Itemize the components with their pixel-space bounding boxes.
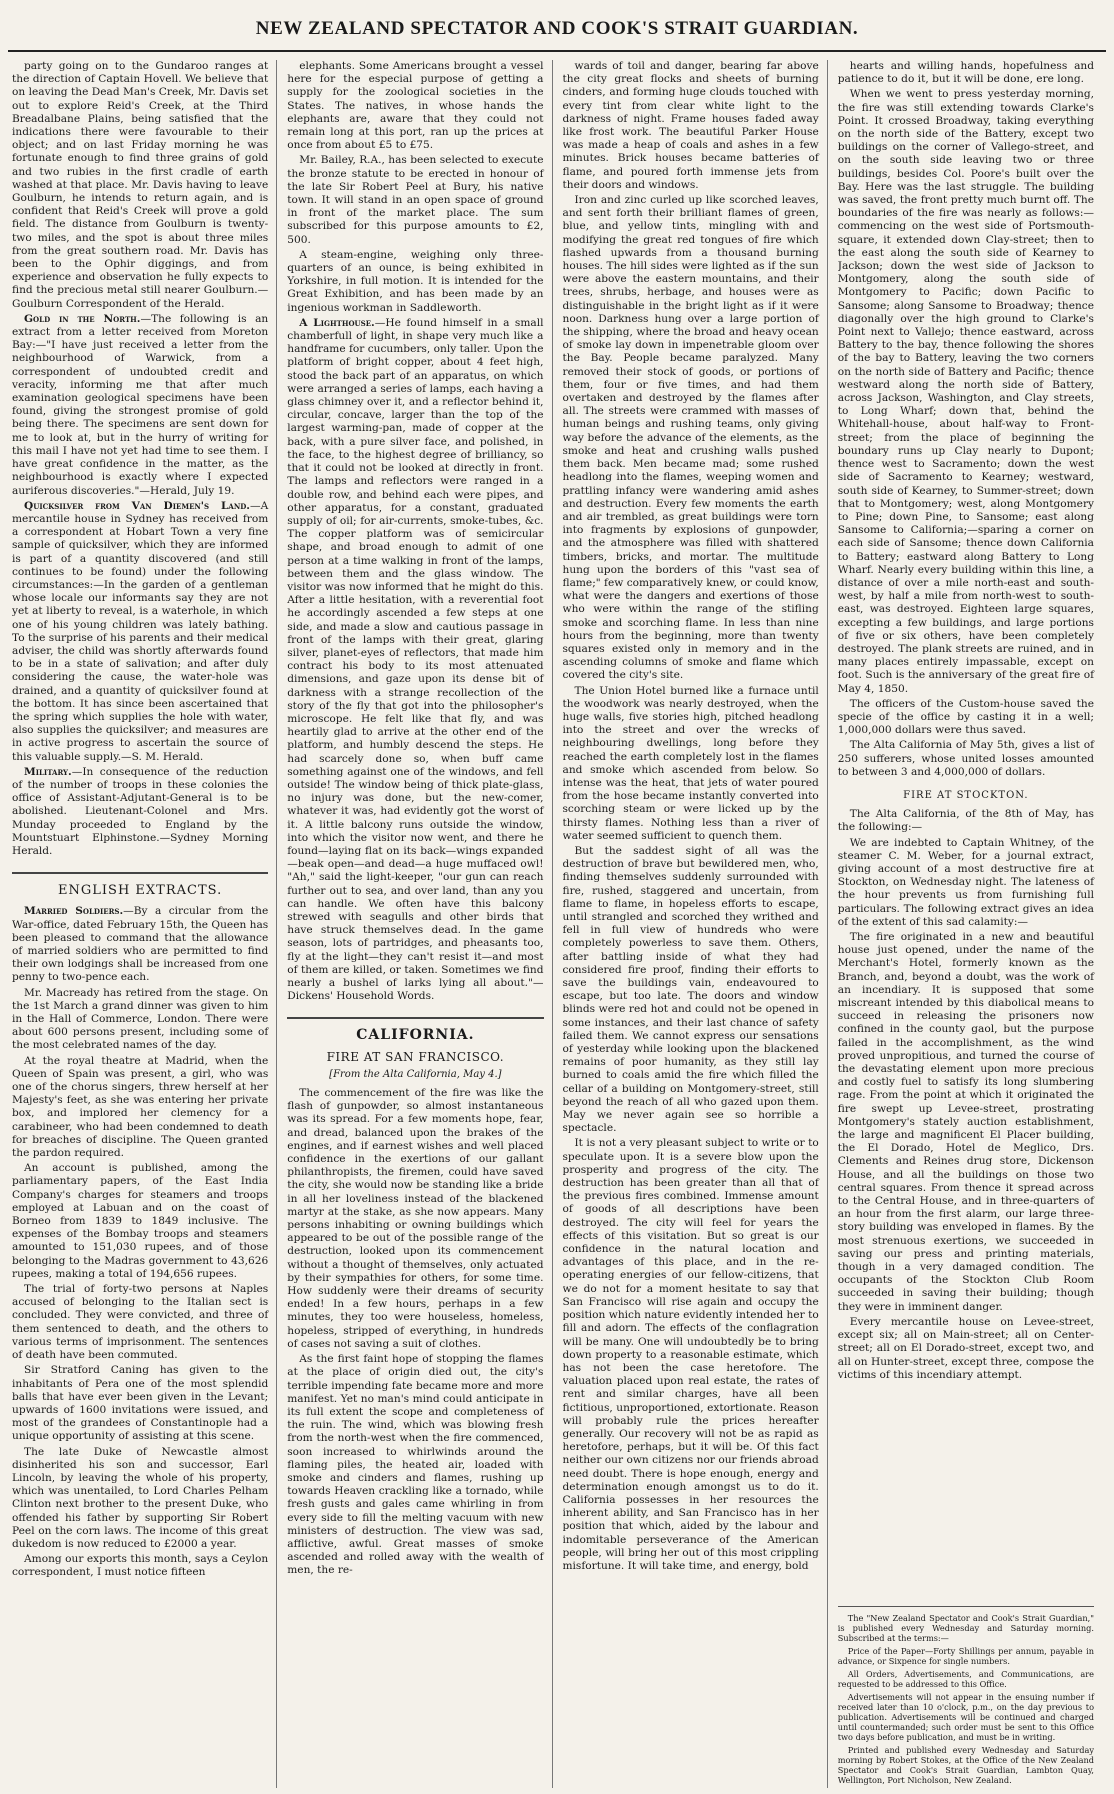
colophon-line: Advertisements will not appear in the ensuing number if received later than 10 o'clock, p.m., on the day previous to publication. Advertisements will be continued and charged until countermanded; such order must be sent to this Office two days before publication, and must be in writing.	[837, 1692, 1094, 1742]
article-paragraph: Sir Stratford Caning has given to the inhabitants of Pera one of the most splendid balls that have ever been given in the Levant; upwards of 1600 invitations were issued, and most of the grandees of Constantinople had a unique opportunity of assisting at this scene.	[12, 1364, 269, 1443]
article-paragraph: The late Duke of Newcastle almost disinherited his son and successor, Earl Lincoln, by leaving the whole of his property, which was unentailed, to Lord Charles Pelham Clinton next brother to the present Duke, who offended his father by supporting Sir Robert Peel on the corn laws. The income of this great dukedom is now reduced to £2000 a year.	[12, 1445, 269, 1550]
article-paragraph	[12, 313, 268, 498]
article-paragraph: We are indebted to Captain Whitney, of the steamer C. M. Weber, for a journal extract, giving account of a most destructive fire at Stockton, on Wednesday night. The lateness of the hour prevents us from furnishing full particulars. The following extract gives an idea of the extent of this sad calamity:—	[837, 836, 1094, 928]
article-paragraph: Mr. Bailey, R.A., has been selected to execute the bronze statute to be erected in honour of the late Sir Robert Peel at Bury, his native town. It will stand in an open space of ground in front of the market place. The sum subscribed for this purpose amounts to £2, 500.	[287, 154, 544, 246]
article-paragraph: An account is published, among the parliamentary papers, of the East India Company's charges for steamers and troops employed at Labuan and on the coast of Borneo from 1839 to 1849 inclusive. The expenses of the Bombay troops and steamers amounted to 151,030 rupees, and of those belonging to the Madras government to 43,626 rupees, making a total of 194,656 rupees.	[12, 1162, 269, 1280]
paragraph-lead: A Lighthouse.	[299, 316, 375, 329]
masthead	[8, 8, 1106, 52]
article-paragraph	[12, 500, 268, 764]
article-paragraph: When we went to press yesterday morning, the fire was still extending towards Clarke's Point. It crossed Broadway, taking everything on the north side of the Battery, except two buildings on the corner of Vallego-street, and on the south side leaving two or three buildings, besides Col. Poore's built over the Bay. Here was the last struggle. The building was saved, the front pretty much burnt off. The boundaries of the fire was nearly as follows:—commencing on the west side of Portsmouth-square, it extended down Clay-street; then to the east along the south side of Kearney to Jackson; down the west side of Jackson to Montgomery, along the south side of Montgomery to Pacific; down Pacific to Sansome; along Sansome to Broadway; thence diagonally over the high ground to Clarke's Point next to Vallejo; thence eastward, across Battery to the bay, thence following the shores of the bay to Battery, leaving the two corners on the north side of Battery and Pacific; thence westward along the north side of Battery, across Jackson, Washington, and Clay streets, to Long Wharf; down that, behind the Whitehall-house, about half-way to Front-street; from the place of beginning the boundary runs up Clay nearly to Dupont; thence west to Sacramento; down the west side of Sacramento to Kearney; westward, south side of Kearney, to Summer-street; down that to Montgomery; west, along Montgomery to Pine; down Pine, to Sansome; east along Sansome to California;—sparing a corner on each side of Sansome; thence down California to Battery; eastward along Battery to Long Wharf. Nearly every building within this line, a distance of over a mile north-east and south-west, by half a mile from north-west to south-east, was destroyed. Eighteen large squares, excepting a few buildings, and large portions of five or six others, have been completely destroyed. The plank streets are ruined, and in many places entirely impassable, except on foot. Such is the anniversary of the great fire of May 4, 1850.	[837, 88, 1094, 695]
paragraph-body: —By a circular from the War-office, dated February 15th, the Queen has been pleased to command that the allowance of married soldiers who are permitted to find their own lodgings shall be increased from one penny to two-pence each.	[12, 905, 269, 984]
article-paragraph: Every mercantile house on Levee-street, except six; all on Main-street; all on Center-street; all on El Dorado-street, except two, and all on Hunter-street, except three, compose the victims of this incendiary attempt.	[837, 1315, 1094, 1381]
paragraph-body: —A mercantile house in Sydney has received from a correspondent at Hobart Town a very fine sample of quicksilver, which they are informed is part of a quantity discovered (and still continues to be found) under the following circumstances:—In the garden of a gentleman whose locale our informants say they are not yet at liberty to reveal, is a waterhole, in which one of his young children was lately bathing. To the surprise of his parents and their medical adviser, the child was shortly afterwards found to be in a state of salivation; and after duly considering the cause, the water-hole was drained, and a quantity of quicksilver found at the bottom. It has since been ascertained that the spring which supplies the hole with water, also supplies the quicksilver; and measures are in active progress to ascertain the source of this valuable supply.—S. M. Herald.	[12, 499, 269, 763]
article-paragraph: At the royal theatre at Madrid, when the Queen of Spain was present, a girl, who was one of the chorus singers, threw herself at her Majesty's feet, as she was entering her private box, and implored her clemency for a carabineer, who had been condemned to death for breaches of discipline. The Queen granted the pardon required.	[12, 1054, 269, 1160]
colophon	[838, 1606, 1094, 1788]
section-heading: ENGLISH EXTRACTS.	[12, 872, 268, 897]
column-3	[563, 60, 828, 1788]
columns	[12, 60, 1102, 1788]
article-paragraph: The commencement of the fire was like the flash of gunpowder, so almost instantaneous was its spread. For a few moments hope, fear, and dread, balanced upon the brakes of the engines, and if earnest wishes and well placed confidence in the exertions of our gallant philanthropists, the firemen, could have saved the city, she would now be standing like a bride in all her loveliness instead of the blackened martyr at the stake, as she now appears. Many persons inhabiting or owning buildings which appeared to be out of the possible range of the destruction, looked upon its commencement without a thought of themselves, only actuated by their sympathies for others, for some time. How suddenly were their dreams of security ended! In a few hours, perhaps in a few minutes, they too were houseless, homeless, hopeless, stripped of everything, in hundreds of cases not saving a suit of clothes.	[287, 1087, 544, 1350]
paragraph-lead: Military.	[24, 765, 72, 778]
column-1	[12, 60, 277, 1788]
article-paragraph: A steam-engine, weighing only three-quarters of an ounce, is being exhibited in Yorkshire, in full motion. It is intended for the Great Exhibition, and has been made by an ingenious workman in Saddleworth.	[287, 248, 544, 314]
article-paragraph	[287, 317, 543, 1004]
article-source: [From the Alta California, May 4.]	[329, 1068, 502, 1080]
paragraph-lead: Quicksilver from Van Diemen's Land.	[24, 499, 250, 512]
paragraph-body: —In consequence of the reduction of the number of troops in these colonies the office of Assistant-Adjutant-General is to be abolished. Lieutenant-Colonel and Mrs. Munday proceeded to England by the Mountstuart Elphinstone.—Sydney Morning Herald.	[12, 765, 269, 857]
article-paragraph: The officers of the Custom-house saved the specie of the office by casting it in a well; 1,000,000 dollars were thus saved.	[837, 697, 1094, 737]
colophon-line: Price of the Paper—Forty Shillings per annum, payable in advance, or Sixpence for single numbers.	[837, 1646, 1094, 1666]
section-heading: FIRE AT STOCKTON.	[903, 789, 1029, 801]
article-paragraph: The trial of forty-two persons at Naples accused of belonging to the Italian sect is concluded. They were convicted, and three of them sentenced to death, and the others to various terms of imprisonment. The sentences of death have been commuted.	[12, 1283, 269, 1362]
article-paragraph: hearts and willing hands, hopefulness and patience to do it, but it will be done, ere long.	[837, 60, 1094, 86]
column-2	[287, 60, 552, 1788]
article-paragraph: But the saddest sight of all was the destruction of brave but bewildered men, who, finding themselves suddenly surrounded with fire, rushed, staggered and uncertain, from flame to flame, in hopeless efforts to escape, until strangled and scorched they writhed and fell in full view of hundreds who were completely powerless to save them. Others, after battling inside of what they had considered fire proof, finding their efforts to save the buildings vain, endeavoured to escape, but too late. The doors and window blinds were red hot and could not be opened in some instances, and their last chance of safety failed them. We cannot express our sensations of yesterday while looking upon the blackened remains of poor humanity, as they still lay burned to coals amid the fire which filled the cellar of a building on Montgomery-street, still beyond the reach of all who gazed upon them. May we never again see so horrible a spectacle.	[562, 844, 819, 1135]
colophon-line: The "New Zealand Spectator and Cook's Strait Guardian," is published every Wednesday and Saturday morning. Subscribed at the terms:—	[837, 1613, 1094, 1643]
paragraph-lead: Married Soldiers.	[24, 905, 124, 918]
article-paragraph: The fire originated in a new and beautiful house just opened, under the name of the Merchant's Hotel, formerly known as the Branch, and, beyond a doubt, was the work of an incendiary. It is supposed that some miscreant intended by this diabolical means to succeed in releasing the prisoners now confined in the county gaol, but the purpose failed in the accomplishment, as the wind proved unpropitious, and turned the course of the devastating element upon more precious and costly fuel to satisfy its long slumbering rage. From the point at which it originated the fire swept up Levee-street, prostrating Montgomery's stately auction establishment, the large and magnificent El Placer building, the El Dorado, Hotel de Meglico, Drs. Clements and Reines drug store, Dickenson House, and all the buildings on those two central squares. From thence it spread across to the Central House, and in three-quarters of an hour from the first alarm, our large three-story building was enveloped in flames. By the most strenuous exertions, we succeeded in saving our press and printing materials, though in a very damaged condition. The occupants of the Stockton Club Room succeeded in saving their building; though they were in imminent danger.	[837, 931, 1094, 1313]
paragraph-body: —The following is an extract from a letter received from Moreton Bay:—"I have just received a letter from the neighbourhood of Warwick, from a correspondent of undoubted credit and veracity, informing me that after much examination geological specimens have been found, giving the strongest promise of gold being there. The specimens are sent down for me to look at, but in the hurry of writing for this mail I have not yet had time to see them. I have great confidence in the matter, as the neighbourhood is exactly where I expected auriferous discoveries."—Herald, July 19.	[12, 312, 269, 497]
article-paragraph: The Union Hotel burned like a furnace until the woodwork was nearly destroyed, when the huge walls, five stories high, pitched headlong into the street and over the wrecks of neighbouring dwellings, long before they reached the earth completely lost in the flames and smoke which ascended from below. So intense was the heat, that jets of water poured from the hose became instantly converted into scorching steam or were licked up by the thirsty flames. Nothing less than a river of water seemed sufficient to quench them.	[562, 684, 819, 842]
article-paragraph	[12, 766, 268, 858]
colophon-line: All Orders, Advertisements, and Communications, are requested to be addressed to this Office.	[837, 1669, 1094, 1689]
article-paragraph: elephants. Some Americans brought a vessel here for the especial purpose of getting a supply for the zoological societies in the States. The natives, in whose hands the elephants are, aware that they could not remain long at this port, ran up the prices at once from about £5 to £75.	[287, 60, 544, 152]
article-paragraph: Iron and zinc curled up like scorched leaves, and sent forth their brilliant flames of green, blue, and yellow tints, mingling with and modifying the great red tongues of fire which flashed upwards from a thousand burning houses. The hill sides were lighted as if the sun were above the eastern mountains, and their trees, shrubs, herbage, and houses were as distinguishable in the bright light as if it were noon. Darkness hung over a large portion of the shipping, where the broad and heavy ocean of smoke lay down in impenetrable gloom over the Bay. People became paralyzed. Many removed their stock of goods, or portions of them, four or five times, and had them overtaken and destroyed by the flames after all. The streets were crammed with masses of human beings and rushing teams, only giving way before the advance of the elements, as the smoke and heat and crushing walls pushed them back. Men became mad; some rushed headlong into the flames, weeping women and prattling infancy were wandering amid ashes and destruction. Every few moments the earth and air trembled, as great buildings were torn into fragments by explosions of gunpowder, and the atmosphere was filled with shattered timbers, bricks, and mortar. The multitude hung upon the borders of this "vast sea of flame;" few comparatively knew, or could know, what were the dangers and exertions of those who were within the range of the stifling smoke and scorching flame. In less than nine hours from the beginning, more than twenty squares existed only in memory and in the ascending columns of smoke and flame which covered the city's site.	[562, 194, 819, 682]
section-heading: CALIFORNIA.	[287, 1017, 543, 1042]
article-paragraph: The Alta California, of the 8th of May, has the following:—	[837, 808, 1094, 834]
colophon-line: Printed and published every Wednesday and Saturday morning by Robert Stokes, at the Office of the New Zealand Spectator and Cook's Strait Guardian, Lambton Quay, Wellington, Port Nicholson, New Zealand.	[837, 1745, 1094, 1785]
paragraph-lead: Gold in the North.	[24, 312, 141, 325]
paragraph-body: —He found himself in a small chamberfull of light, in shape very much like a handframe for cucumbers, only taller. Upon the platform of bright copper, about 4 feet high, stood the back part of an apparatus, on which were arranged a series of lamps, each having a glass chimney over it, and a reflector behind it, circular, concave, larger than the top of the largest warming-pan, made of copper at the back, with a pure silver face, and polished, in the face, to the highest degree of brilliancy, so that it could not be looked at directly in front. The lamps and reflectors were ranged in a double row, and behind each were pipes, and other apparatus, for a constant, graduated supply of oil; for air-currents, smoke-tubes, &c. The copper platform was of semicircular shape, and broad enough to admit of one person at a time walking in front of the lamps, between them and the glass window. The visitor was now informed that he might do this. After a little hesitation, with a reverential foot he accordingly ascended a few steps at one side, and made a slow and cautious passage in front of the lamps with their great, glaring silver, planet-eyes of reflectors, that made him contract his body to its most attenuated dimensions, and gaze upon its dense bit of darkness with a strange recollection of the story of the fly that got into the philosopher's microscope. He felt like that fly, and was heartily glad to arrive at the other end of the platform, and humbly descend the steps. He had scarcely done so, when buff came something against one of the windows, and fell outside! The window being of thick plate-glass, no injury was done, but the new-comer, whatever it was, had evidently got the worst of it. A little balcony runs outside the window, into which the visitor now went, and there he found—laying flat on its back—wings expanded—beak open—and dead—a huge muffaced owl! "Ah," said the light-keeper, "our gun can reach further out to sea, and over land, than any you can handle. We often have this balcony strewed with seagulls and other birds that have struck themselves dead. In the game season, lots of partridges, and pheasants too, fly at the light—they can't resist it—and most of them are killed, or taken. Sometimes we find nearly a bushel of larks lying all about."—Dickens' Household Words.	[287, 316, 544, 1003]
article-paragraph: wards of toil and danger, bearing far above the city great flocks and sheets of burning cinders, and forming huge clouds touched with every tint from clear white light to the darkness of night. Frame houses faded away like frost work. The beautiful Parker House was made a heap of coals and ashes in a few minutes. Brick houses became batteries of flame, and poured forth immense jets from their doors and windows.	[562, 60, 819, 191]
article-paragraph	[12, 905, 268, 984]
article-paragraph: party going on to the Gundaroo ranges at the direction of Captain Hovell. We believe that on leaving the Dead Man's Creek, Mr. Davis set out to explore Reid's Creek, at the Third Breadalbane Plains, being satisfied that the indications there were favourable to their object; and on last Friday morning he was fortunate enough to find three grains of gold and two rubies in the first cradle of earth washed at that place. Mr. Davis having to leave Goulburn, he intends to return again, and is confident that Reid's Creek will prove a gold field. The distance from Goulburn is twenty-two miles, and the spot is about three miles from the great southern road. Mr. Davis has been to the Ophir diggings, and from experience and observation he fully expects to find the precious metal still nearer Goulburn.—Goulburn Correspondent of the Herald.	[12, 60, 269, 310]
article-paragraph: As the first faint hope of stopping the flames at the place of origin died out, the city's terrible impending fate became more and more manifest. Yet no man's mind could anticipate in its full extent the scope and completeness of the ruin. The wind, which was blowing fresh from the north-west when the fire commenced, soon increased to whirlwinds around the flaming piles, the heated air, loaded with smoke and cinders and flames, rushing up towards Heaven crackling like a tornado, while fresh gusts and gales came whirling in from every side to fill the melting vacuum with new ministers of destruction. The view was sad, afflictive, awful. Great masses of smoke ascended and rolled away with the wealth of men, the re-	[287, 1353, 544, 1577]
article-paragraph: The Alta California of May 5th, gives a list of 250 sufferers, whose united losses amounted to between 3 and 4,000,000 of dollars.	[837, 739, 1094, 778]
article-subheading: FIRE AT SAN FRANCISCO.	[326, 1049, 505, 1064]
article-paragraph: Among our exports this month, says a Ceylon correspondent, I must notice fifteen	[12, 1553, 269, 1579]
article-paragraph: It is not a very pleasant subject to write or to speculate upon. It is a severe blow upon the prosperity and progress of the city. The destruction has been greater than all that of the previous fires combined. Immense amount of goods of all descriptions have been destroyed. The city will feel for years the effects of this visitation. But so great is our confidence in the natural location and advantages of this place, and in the re-operating energies of our fellow-citizens, that we do not for a moment hesitate to say that San Francisco will rise again and occupy the position which nature evidently intended her to fill and adorn. The effects of the conflagration will be many. One will undoubtedly be to bring down property to a reasonable estimate, which has not been the case heretofore. The valuation placed upon real estate, the rates of rent and similar charges, have all been fictitious, unproportioned, extortionate. Reason will probably rule the prices hereafter generally. Our recovery will not be as rapid as heretofore, perhaps, but it will be. Of this fact neither our own citizens nor our friends abroad need doubt. There is hope enough, energy and determination enough amongst us to do it. California possesses in her resources the inherent ability, and San Francisco has in her position that which, aided by the labour and indomitable perseverance of the American people, will bring her out of this most crippling misfortune. It will take time, and energy, bold	[562, 1137, 819, 1572]
newspaper-title: NEW ZEALAND SPECTATOR AND COOK'S STRAIT GUARDIAN.	[255, 18, 859, 39]
column-4	[838, 60, 1102, 1788]
article-paragraph: Mr. Macready has retired from the stage. On the 1st March a grand dinner was given to him in the Hall of Commerce, London. There were about 600 persons present, including some of the most celebrated names of the day.	[12, 986, 269, 1052]
